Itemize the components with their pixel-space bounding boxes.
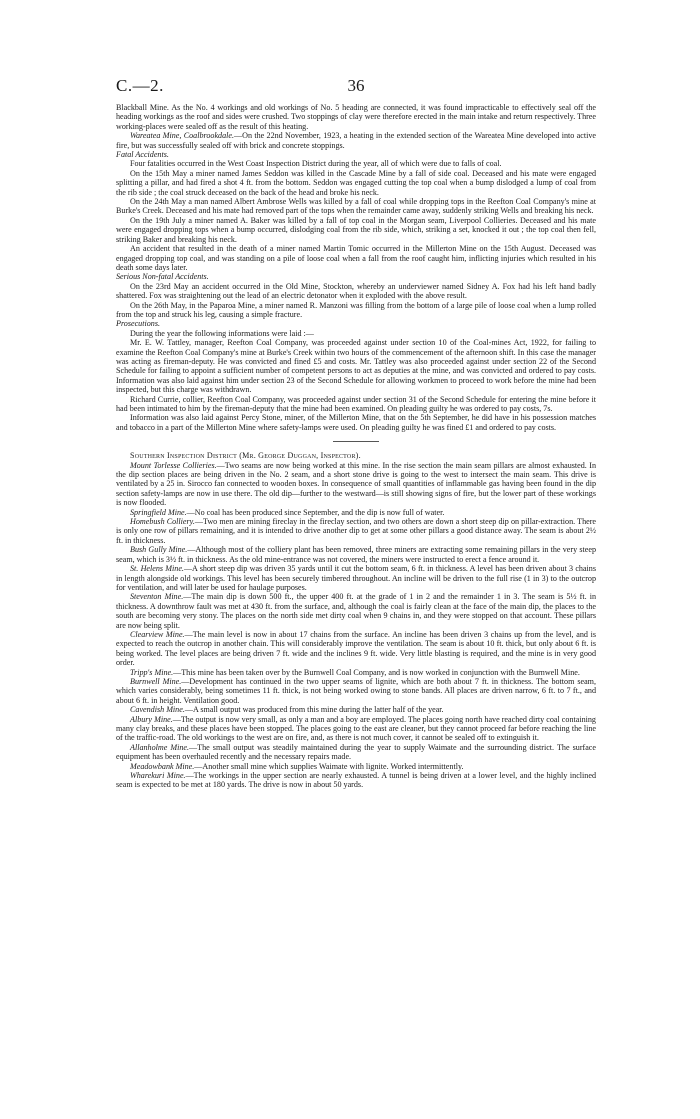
mine-name: Clearview Mine. <box>130 629 185 639</box>
mine-paragraph <box>116 677 596 705</box>
paragraph-text: —A small output was produced from this mine during the latter half of the year. <box>184 705 444 715</box>
mine-paragraph <box>116 771 596 790</box>
mine-paragraph <box>116 743 596 762</box>
mine-paragraph <box>116 630 596 668</box>
paragraph-text: —On the 22nd November, 1923, a heating in the extended section of the Wareatea Mine developed into active fire, but was successfully sealed off with brick and concrete stoppings. <box>116 131 596 150</box>
mine-paragraph <box>116 715 596 743</box>
mine-name: Burnwell Mine. <box>130 676 182 686</box>
mine-paragraph <box>116 592 596 630</box>
paragraph-text: —No coal has been produced since September, and the dip is now full of water. <box>186 507 445 517</box>
paragraph-text: —Two men are mining fireclay in the fireclay section, and two others are down a short steep dip on pillar-extraction. There is only one row of pillars remaining, and it is intended to drive another dip to get at some other pillars a good distance away. The seam is about 2½ ft. in thickness. <box>116 517 597 545</box>
paragraph-text: —Although most of the colliery plant has been removed, three miners are extracting some remaining pillars in the very steep seam, which is 3½ ft. in thickness. As the old mine-entrance was not covered, the miners were instructed to erect a fence around it. <box>116 545 596 564</box>
paragraph-text: —Two seams are now being worked at this mine. In the rise section the main seam pillars are almost exhausted. In the dip section places are being driven in the No. 2 seam, and a short stone drive is going to the west to intersect the main seam. This drive is ventilated by a 25 in. Sirocco fan connected to wooden boxes. In consequence of small quantities of inflammable gas having been found in the dip section safety-lamps are now in use there. The old dip—further to the westward—is still showing signs of fire, but the lower part of these workings is now flooded. <box>116 460 596 508</box>
paragraph-text: —The main level is now in about 17 chains from the surface. An incline has been driven 3 chains up from the level, and is expected to reach the outcrop in another chain. This will considerably improve the ventilation. The seam is about 10 ft. thick, but only about 6 ft. is being worked. The level places are being driven 7 ft. wide and the inclines 9 ft. wide. Very little blasting is required, and the mine is in very good order. <box>116 629 596 668</box>
document-body <box>116 103 596 790</box>
mine-paragraph <box>116 508 596 517</box>
paragraph-text: —Another small mine which supplies Waimate with lignite. Worked intermittently. <box>194 761 464 771</box>
mine-name: Wareatea Mine, Coalbrookdale. <box>130 131 235 141</box>
paragraph-text: —A short steep dip was driven 35 yards until it cut the bottom seam, 6 ft. in thickness. A level has been driven about 3 chains in length alongside old workings. This level has been securely timbered throughout. An incline will be driven to the full rise (1 in 3) to the outcrop for ventilation, and will later be used for haulage purposes. <box>116 564 596 592</box>
paragraph-text: —The output is now very small, as only a man and a boy are employed. The places going north have reached dirty coal containing many clay breaks, and these places have been stopped. The places going to the east are cleaner, but they cannot proceed far before reaching the line of the traffic-road. The old workings to the west are on fire, and, as there is not much cover, it cannot be sealed off to extinguish it. <box>116 714 596 743</box>
mine-name: Wharekuri Mine. <box>130 771 186 781</box>
page-number: 36 <box>347 76 365 95</box>
paragraph: On the 23rd May an accident occurred in the Old Mine, Stockton, whereby an underviewer named Sidney A. Fox had his left hand badly shattered. Fox was straightening out the lead of an electric detonator when it exploded with the above result. <box>116 281 596 301</box>
mine-paragraph <box>116 461 596 508</box>
intro-paragraph: Blackball Mine. As the No. 4 workings and old workings of No. 5 heading are connected, it was found impracticable to effectively seal off the heading workings as the roof and sides were crushed. Two stoppings of clay were therefore erected in the main intake and return respectively. Three working-places were sealed off as the result of this heating. <box>116 103 596 131</box>
paragraph-text: —Development has continued in the two upper seams of lignite, which are both about 7 ft. in thickness. The bottom seam, which varies considerably, being sometimes 11 ft. thick, is not being worked owing to stone bands. All places are driven narrow, 6 ft. to 7 ft., and about 6 ft. in height. Ventilation good. <box>116 676 596 705</box>
paragraph-text: —This mine has been taken over by the Burnwell Coal Company, and is now worked in conjunction with the Burnwell Mine. <box>173 667 580 677</box>
paragraph: Information was also laid against Percy Stone, miner, of the Millerton Mine, that on the 5th September, he did have in his possession matches and tobacco in a part of the Millerton Mine where safety-lamps were used. On pleading guilty he was fined £1 and ordered to pay costs. <box>116 413 596 432</box>
section-divider <box>333 441 379 442</box>
mine-name: Meadowbank Mine. <box>130 761 195 771</box>
mine-name: Springfield Mine. <box>130 507 187 517</box>
mine-name: Bush Gully Mine. <box>130 545 188 555</box>
paragraph: Richard Currie, collier, Reefton Coal Company, was proceeded against under section 31 of the Second Schedule for entering the mine before it had been intimated to him by the fireman-deputy that the mine had been examined. On pleading guilty he was ordered to pay costs, 7s. <box>116 394 596 413</box>
paragraph-wareatea <box>116 131 596 150</box>
mine-name: Steventon Mine. <box>130 592 184 602</box>
section-heading-fatal: Fatal Accidents. <box>116 150 169 160</box>
paragraph-text: —The main dip is down 500 ft., the upper 400 ft. at the grade of 1 in 2 and the remainder 1 in 3. The seam is 5½ ft. in thickness. A downthrow fault was met at 430 ft. from the surface, and, although the coal is fairly clean at the face of the main dip, the places to the south are becoming very stony. The places on the north side met dirty coal when 9 chains in, and they were stopped on that account. These pillars are now being split. <box>116 592 597 630</box>
paragraph-text: —The workings in the upper section are nearly exhausted. A tunnel is being driven at a lower level, and the highly inclined seam is expected to be met at 180 yards. The drive is now in about 50 yards. <box>116 771 596 790</box>
section-heading-prosecutions: Prosecutions. <box>116 319 160 329</box>
paragraph: On the 24th May a man named Albert Ambrose Wells was killed by a fall of coal while dropping tops in the Reefton Coal Company's mine at Burke's Creek. Deceased and his mate had removed part of the tops when the remainder came away, suddenly striking Wells and breaking his neck. <box>116 197 596 216</box>
mine-name: St. Helens Mine. <box>130 564 184 574</box>
mine-paragraph <box>116 762 596 771</box>
mine-paragraph <box>116 545 596 564</box>
mine-name: Mount Torlesse Collieries. <box>130 460 217 470</box>
paragraph: On the 26th May, in the Paparoa Mine, a miner named R. Manzoni was filling from the bottom of a large pile of loose coal when a lump rolled from the top and struck his leg, causing a simple fracture. <box>116 300 596 319</box>
mine-paragraph <box>116 705 596 714</box>
paragraph: On the 19th July a miner named A. Baker was killed by a fall of top coal in the Morgan seam, Liverpool Collieries. Deceased and his mate were engaged dropping tops when a bump occurred, dislodging coal from the rib side, which, striking a set, knocked it out ; the top coal then fell, striking Baker and breaking his neck. <box>116 215 596 244</box>
document-code: C.—2. <box>116 76 164 95</box>
paragraph: Mr. E. W. Tattley, manager, Reefton Coal Company, was proceeded against under section 10 of the Coal-mines Act, 1922, for failing to examine the Reefton Coal Company's mine at Burke's Creek within two hours of the commencement of the afternoon shift. In this case the manager was acting as fireman-deputy. He was convicted and fined £5 and costs. Mr. Tattley was also proceeded against under section 22 of the Second Schedule for failing to appoint a sufficient number of competent persons to act as deputies at the mine, and was convicted and ordered to pay costs. Information was also laid against him under section 23 of the Second Schedule for allowing workmen to proceed to work before the mine had been inspected, but this charge was withdrawn. <box>116 338 596 395</box>
mine-paragraph <box>116 668 596 677</box>
page-header <box>116 76 596 98</box>
district-heading: Southern Inspection District (Mr. George Duggan, Inspector). <box>130 451 361 461</box>
mine-paragraph <box>116 517 596 545</box>
mine-name: Tripp's Mine. <box>130 667 174 677</box>
section-heading-serious: Serious Non-fatal Accidents. <box>116 272 209 282</box>
mine-name: Allanholme Mine. <box>130 742 190 752</box>
paragraph: During the year the following informations were laid :— <box>130 328 314 338</box>
paragraph: An accident that resulted in the death of a miner named Martin Tomic occurred in the Millerton Mine on the 15th August. Deceased was engaged dropping top coal, and was standing on a pile of loose coal when a fall from the roof caught him, inflicting injuries which resulted in his death some days later. <box>116 244 596 272</box>
paragraph: On the 15th May a miner named James Seddon was killed in the Cascade Mine by a fall of side coal. Deceased and his mate were engaged splitting a pillar, and had fired a shot 4 ft. from the bottom. Seddon was engaged cutting the top coal when a bump dislodged a lump of coal from the rib side ; the coal struck deceased on the back of the head and broke his neck. <box>116 168 596 197</box>
paragraph-text: —The small output was steadily maintained during the year to supply Waimate and the surrounding district. The surface equipment has been overhauled recently and the necessary repairs made. <box>116 742 596 762</box>
mine-name: Cavendish Mine. <box>130 705 185 715</box>
paragraph: Four fatalities occurred in the West Coast Inspection District during the year, all of which were due to falls of coal. <box>130 159 502 169</box>
mine-name: Homebush Colliery. <box>130 517 195 527</box>
mine-name: Albury Mine. <box>130 714 173 724</box>
mine-paragraph <box>116 564 596 592</box>
